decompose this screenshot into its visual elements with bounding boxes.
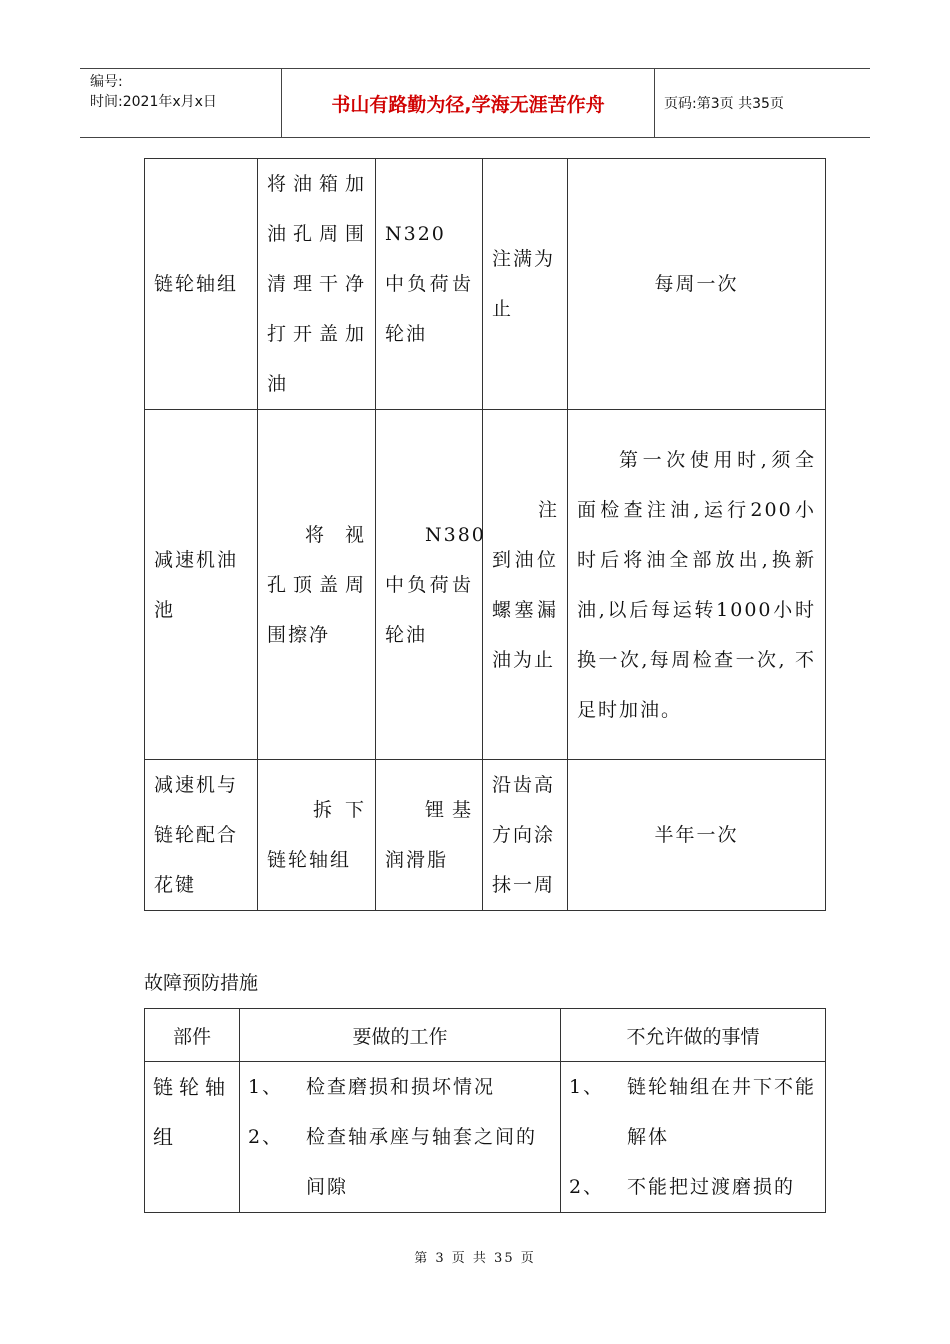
cell-oil: N380 中负荷齿轮油 [376, 410, 483, 760]
item-number: 2、 [248, 1126, 284, 1148]
cell-part: 减速机油池 [145, 410, 258, 760]
cell-cycle: 第一次使用时,须全面检查注油,运行200小时后将油全部放出,换新油,以后每运转1000小时换一次,每周检查一次, 不足时加油。 [568, 410, 826, 760]
item-number: 2、 [569, 1176, 605, 1198]
cell-part: 链轮轴组 [145, 159, 258, 410]
item-number: 1、 [569, 1076, 605, 1098]
item-text: 不能把过渡磨损的 [627, 1176, 796, 1198]
cell-oil: 锂基润滑脂 [376, 760, 483, 911]
cell-cycle: 半年一次 [568, 760, 826, 911]
cell-not-allowed [561, 1062, 826, 1213]
item-text: 检查轴承座与轴套之间的间隙 [306, 1126, 538, 1198]
time-label: 时间:2021年x月x日 [90, 94, 217, 110]
table-row [145, 159, 826, 410]
list-item [569, 1062, 817, 1162]
page-footer: 第 3 页 共 35 页 [414, 1251, 536, 1266]
item-text: 链轮轴组在井下不能解体 [627, 1076, 817, 1148]
cell-prep: 将视孔顶盖周围擦净 [258, 410, 376, 760]
column-header: 要做的工作 [240, 1009, 561, 1062]
cell-amount: 沿齿高方向涂抹一周 [483, 760, 568, 911]
cell-prep: 拆下链轮轴组 [258, 760, 376, 911]
column-header: 不允许做的事情 [561, 1009, 826, 1062]
header-page-info: 页码:第3页 共35页 [664, 96, 784, 112]
list-item [248, 1112, 552, 1212]
cell-amount: 注到油位螺塞漏油为止 [483, 410, 568, 760]
cell-oil: N320 中负荷齿轮油 [376, 159, 483, 410]
cell-amount: 注满为止 [483, 159, 568, 410]
table-row [145, 410, 826, 760]
cell-part: 减速机与链轮配合花键 [145, 760, 258, 911]
column-header: 部件 [145, 1009, 240, 1062]
cell-part: 链轮轴组 [145, 1062, 240, 1213]
list-item [569, 1162, 817, 1212]
number-label: 编号: [90, 74, 123, 90]
cell-cycle: 每周一次 [568, 159, 826, 410]
section-title: 故障预防措施 [144, 972, 259, 994]
page-header [80, 68, 870, 138]
cell-prep: 将油箱加油孔周围清理干净打开盖加油 [258, 159, 376, 410]
lubrication-table [144, 158, 826, 911]
table-row [145, 1062, 826, 1213]
header-row [145, 1009, 826, 1062]
item-number: 1、 [248, 1076, 284, 1098]
header-meta [80, 69, 282, 137]
header-motto: 书山有路勤为径,学海无涯苦作舟 [282, 69, 655, 137]
item-text: 检查磨损和损坏情况 [306, 1076, 496, 1098]
table-row [145, 760, 826, 911]
prevention-table [144, 1008, 826, 1213]
cell-todo [240, 1062, 561, 1213]
list-item [248, 1062, 552, 1112]
